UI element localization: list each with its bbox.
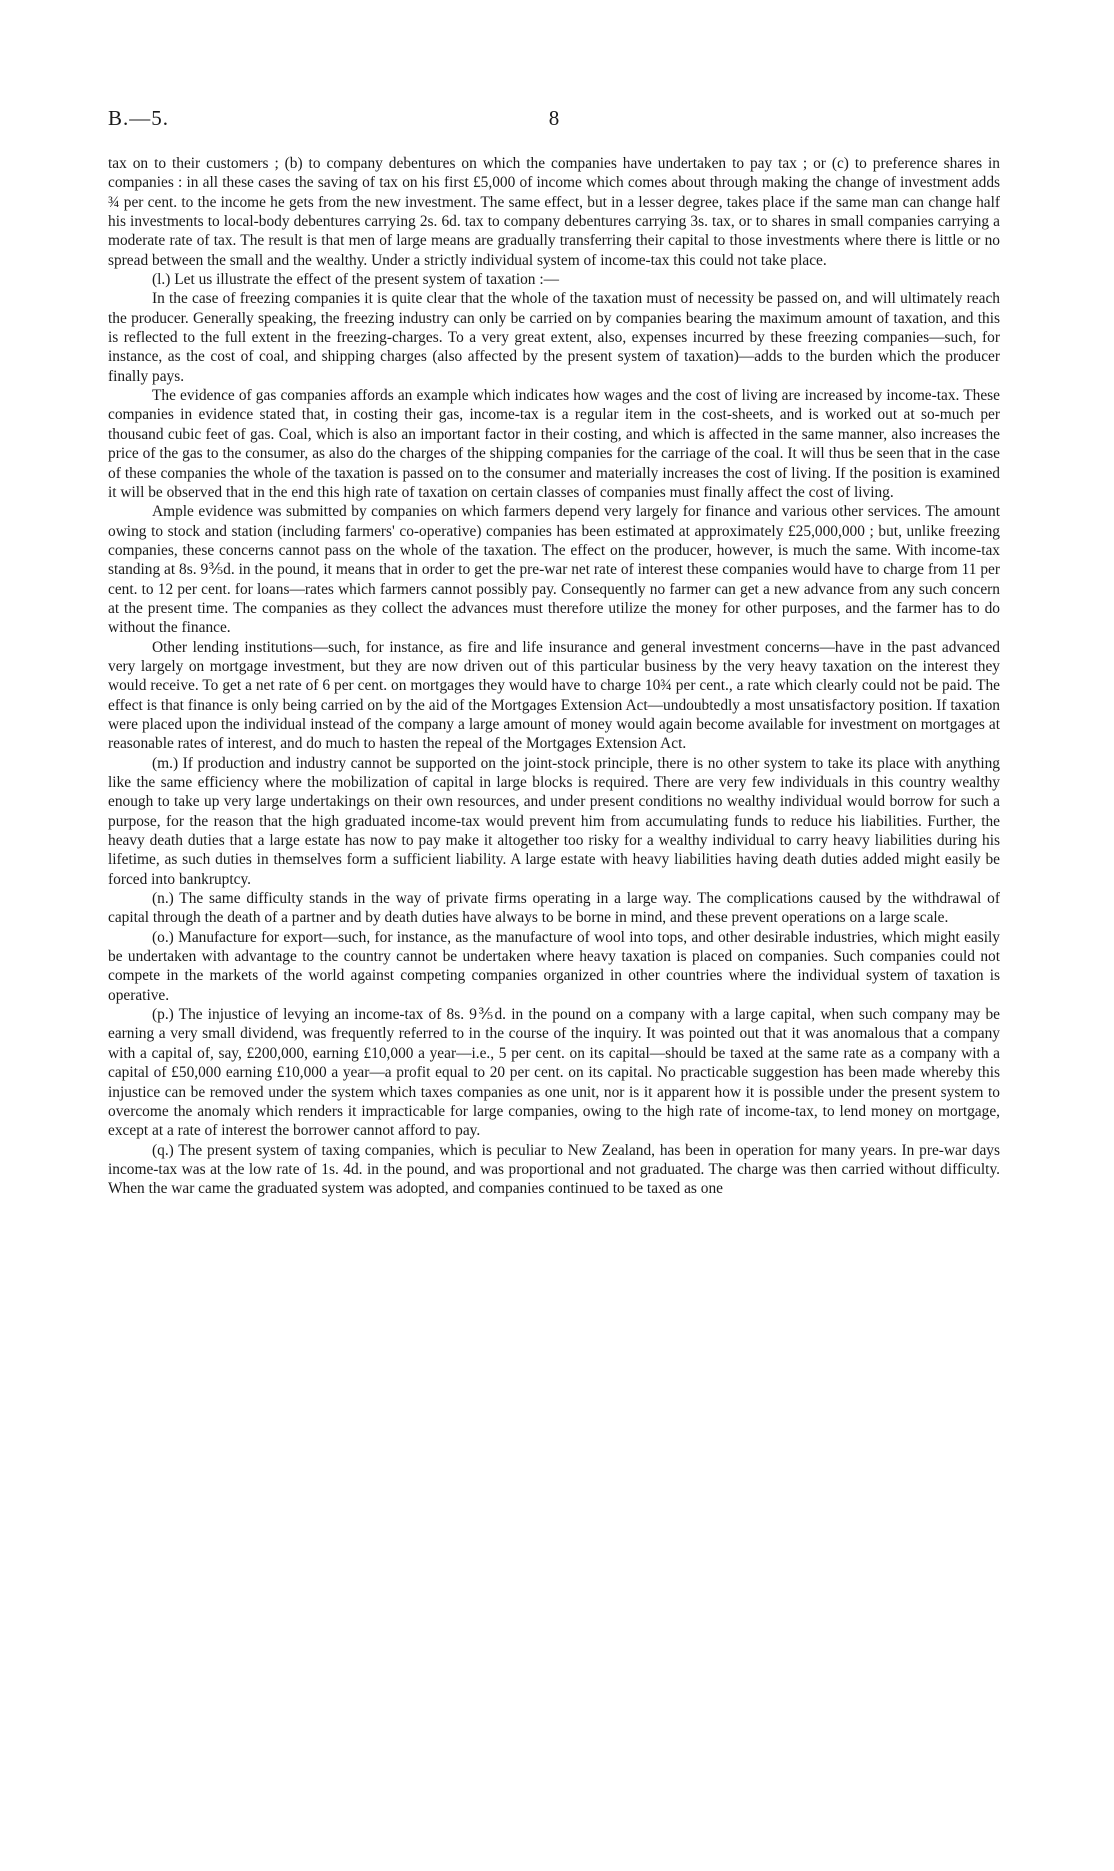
- document-reference: B.—5.: [108, 106, 170, 130]
- paragraph-o: (o.) Manufacture for export—such, for instance, as the manufacture of wool into tops, and other desirable industries, which might easily be undertaken with advantage to the country cannot be undertaken where heavy taxation is placed on companies. Such companies could not compete in the markets of the world against competing companies organized in other countries where the individual system of taxation is operative.: [108, 928, 1000, 1004]
- paragraph-farmers-finance: Ample evidence was submitted by companies on which farmers depend very largely for finance and various other services. The amount owing to stock and station (including farmers' co-operative) companies has been estimated at approximately £25,000,000 ; but, unlike freezing companies, these concerns cannot pass on the whole of the taxation. The effect on the producer, however, is much the same. With income-tax standing at 8s. 9⅗d. in the pound, it means that in order to get the pre-war net rate of interest these companies would have to charge from 11 per cent. to 12 per cent. for loans—rates which farmers cannot possibly pay. Consequently no farmer can get a new advance from any such concern at the present time. The companies as they collect the advances must therefore utilize the money for other purposes, and the farmer has to do without the finance.: [108, 503, 1000, 637]
- paragraph-freezing-companies: In the case of freezing companies it is quite clear that the whole of the taxation must of necessity be passed on, and will ultimately reach the producer. Generally speaking, the freezing industry can only be carried on by companies bearing the maximum amount of taxation, and this is reflected to the full extent in the freezing-charges. To a very great extent, also, expenses incurred by these freezing companies—such, for instance, as the cost of coal, and shipping charges (also affected by the present system of taxation)—adds to the burden which the producer finally pays.: [108, 290, 1000, 385]
- paragraph-n: (n.) The same difficulty stands in the way of private firms operating in a large way. The complications caused by the withdrawal of capital through the death of a partner and by death duties have always to be borne in mind, and these prevent operations on a large scale.: [108, 890, 1000, 927]
- page-header: [108, 104, 1000, 132]
- paragraph-gas-companies: The evidence of gas companies affords an example which indicates how wages and the cost of living are increased by income-tax. These companies in evidence stated that, in costing their gas, income-tax is a regular item in the cost-sheets, and is worked out at so-much per thousand cubic feet of gas. Coal, which is also an important factor in their costing, and which is affected in the same manner, also increases the price of the gas to the consumer, as also do the charges of the shipping companies for the carriage of the coal. It will thus be seen that in the case of these companies the whole of the taxation is passed on to the consumer and materially increases the cost of living. If the position is examined it will be observed that in the end this high rate of taxation on certain classes of companies must finally affect the cost of living.: [108, 387, 1000, 501]
- page-number: 8: [548, 106, 560, 130]
- paragraph-p: (p.) The injustice of levying an income-tax of 8s. 9⅗d. in the pound on a company with a large capital, when such company may be earning a very small dividend, was frequently referred to in the course of the inquiry. It was pointed out that it was anomalous that a company with a capital of, say, £200,000, earning £10,000 a year—i.e., 5 per cent. on its capital—should be taxed at the same rate as a company with a capital of £50,000 earning £10,000 a year—a profit equal to 20 per cent. on its capital. No practicable suggestion has been made whereby this injustice can be removed under the system which taxes companies as one unit, nor is it apparent how it is possible under the present system to overcome the anomaly which renders it impracticable for large companies, owing to the high rate of income-tax, to lend money on mortgage, except at a rate of interest the borrower cannot afford to pay.: [108, 1006, 1000, 1140]
- paragraph-m: (m.) If production and industry cannot be supported on the joint-stock principle, there is no other system to take its place with anything like the same efficiency where the mobilization of capital in large blocks is required. There are very few individuals in this country wealthy enough to take up very large undertakings on their own resources, and under present conditions no wealthy individual would borrow for such a purpose, for the reason that the high graduated income-tax would prevent him from accumulating funds to reduce his liabilities. Further, the heavy death duties that a large estate has now to pay make it altogether too risky for a wealthy individual to carry heavy liabilities during his lifetime, as such duties in themselves form a sufficient liability. A large estate with heavy liabilities having death duties added might easily be forced into bankruptcy.: [108, 754, 1000, 888]
- paragraph-l: (l.) Let us illustrate the effect of the present system of taxation :—: [152, 271, 560, 289]
- paragraph-continuation: tax on to their customers ; (b) to company debentures on which the companies have undertaken to pay tax ; or (c) to preference shares in companies : in all these cases the saving of tax on his first £5,000 of income which comes about through making the change of investment adds ¾ per cent. to the income he gets from the new investment. The same effect, but in a lesser degree, takes place if the same man can change half his investments to local-body debentures carrying 2s. 6d. tax to company debentures carrying 3s. tax, or to shares in small companies carrying a moderate rate of tax. The result is that men of large means are gradually transferring their capital to those investments where there is little or no spread between the small and the wealthy. Under a strictly individual system of income-tax this could not take place.: [108, 155, 1000, 269]
- paragraph-lending-institutions: Other lending institutions—such, for instance, as fire and life insurance and general investment concerns—have in the past advanced very largely on mortgage investment, but they are now driven out of this particular business by the very heavy taxation on the interest they would receive. To get a net rate of 6 per cent. on mortgages they would have to charge 10¾ per cent., a rate which clearly could not be paid. The effect is that finance is only being carried on by the aid of the Mortgages Extension Act—undoubtedly a most unsatisfactory position. If taxation were placed upon the individual instead of the company a large amount of money would again become available for investment on mortgages at reasonable rates of interest, and do much to hasten the repeal of the Mortgages Extension Act.: [108, 638, 1000, 753]
- paragraph-q: (q.) The present system of taxing companies, which is peculiar to New Zealand, has been in operation for many years. In pre-war days income-tax was at the low rate of 1s. 4d. in the pound, and was proportional and not graduated. The charge was then carried without difficulty. When the war came the graduated system was adopted, and companies continued to be taxed as one: [108, 1141, 1000, 1198]
- body-text: [108, 154, 1000, 1199]
